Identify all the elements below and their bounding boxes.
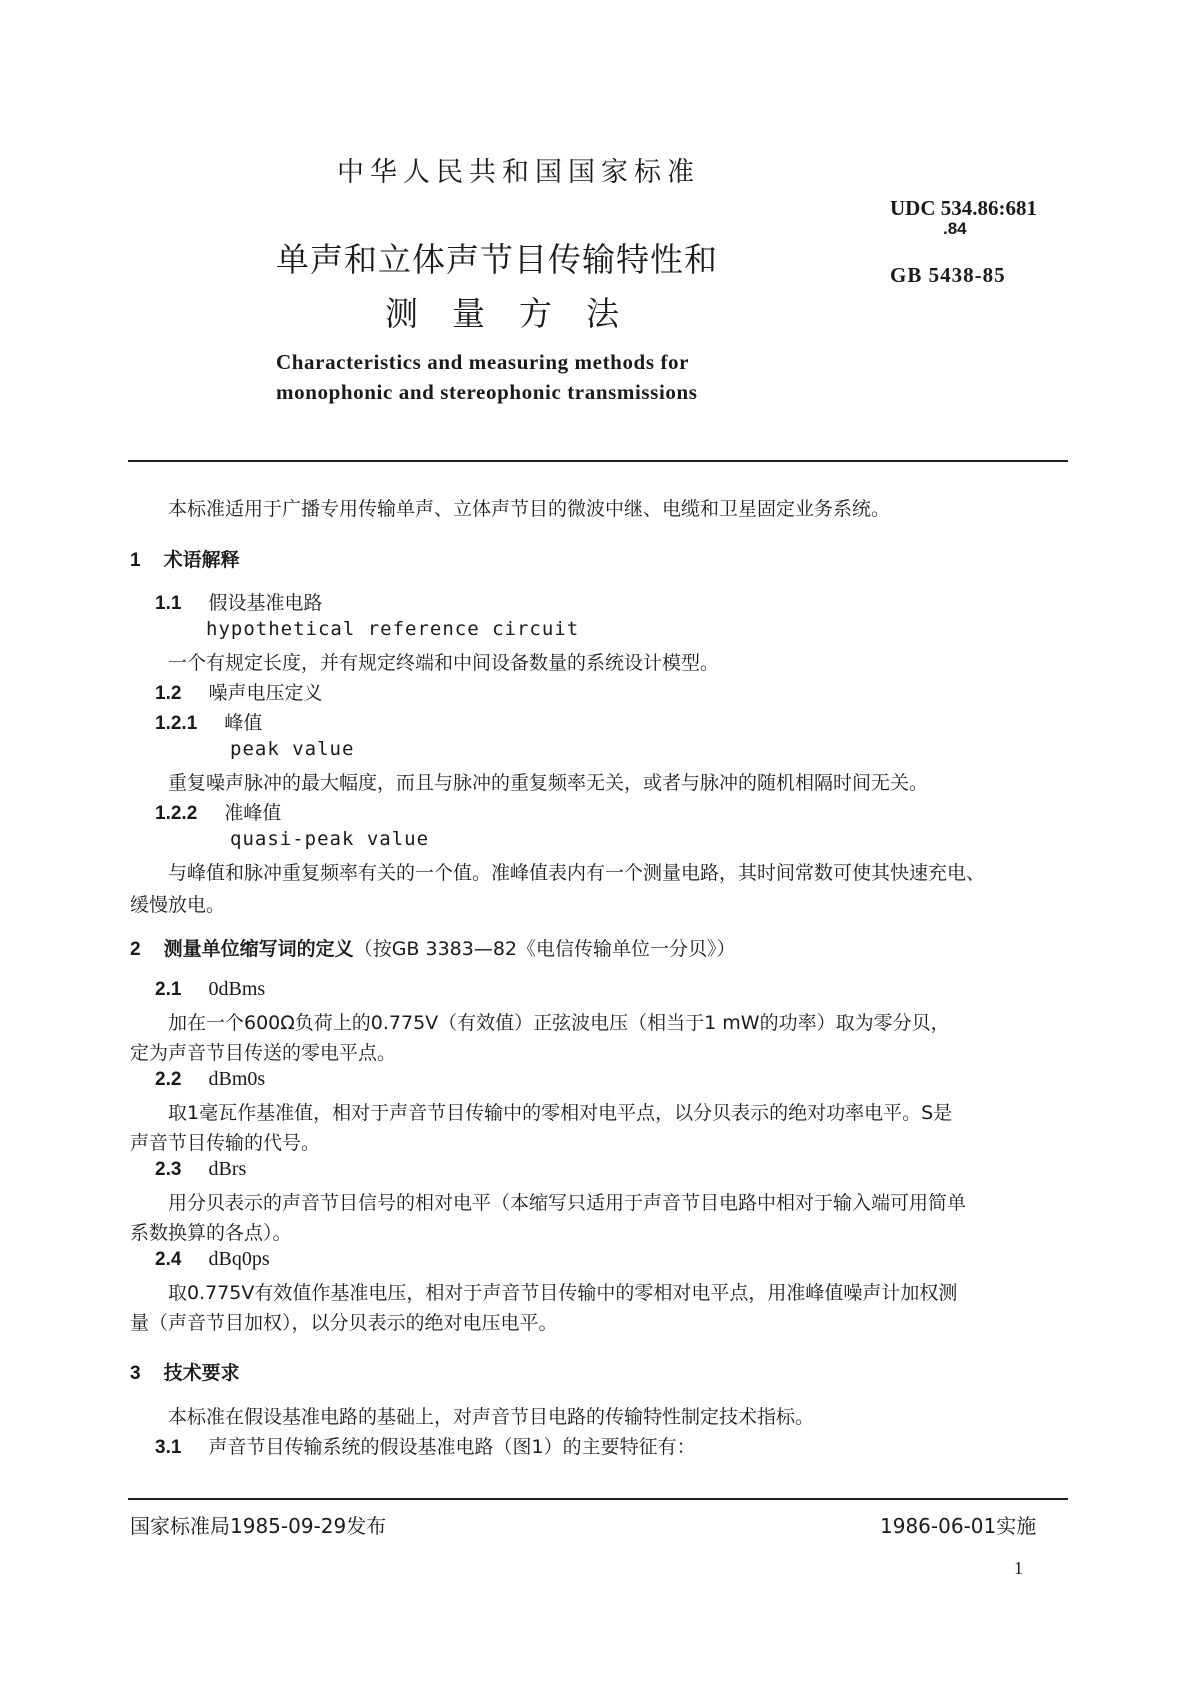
header-divider — [128, 460, 1068, 462]
section-number: 3 — [130, 1363, 141, 1384]
clause-number: 1.2 — [155, 683, 182, 704]
clause-1-2-1-english: peak value — [230, 738, 355, 760]
clause-1-1 — [155, 588, 323, 615]
clause-1-1-definition: 一个有规定长度，并有规定终端和中间设备数量的系统设计模型。 — [168, 652, 720, 674]
clause-2-1-definition-line2: 定为声音节目传送的零电平点。 — [130, 1042, 397, 1064]
clause-number: 2.3 — [155, 1159, 182, 1180]
section-title: 术语解释 — [163, 549, 240, 571]
effective-date: 1986-06-01实施 — [880, 1514, 1037, 1538]
clause-2-4-definition-line1: 取0.775V有效值作基准电压，相对于声音节目传输中的零相对电平点，用准峰值噪声计加权测 — [168, 1282, 958, 1304]
clause-term: 噪声电压定义 — [208, 682, 323, 704]
section-title: 技术要求 — [163, 1362, 240, 1384]
clause-1-2 — [155, 678, 323, 705]
clause-1-2-1 — [155, 708, 262, 735]
clause-number: 1.2.2 — [155, 803, 198, 824]
section-3-heading — [130, 1358, 240, 1385]
clause-1-2-2-definition-line1: 与峰值和脉冲重复频率有关的一个值。准峰值表内有一个测量电路，其时间常数可使其快速充电、 — [168, 862, 986, 884]
clause-1-2-2-english: quasi-peak value — [230, 828, 430, 850]
clause-number: 3.1 — [155, 1437, 182, 1458]
section-title: 测量单位缩写词的定义 — [163, 938, 354, 960]
clause-2-3-definition-line2: 系数换算的各点）。 — [130, 1222, 292, 1244]
page-number: 1 — [1014, 1558, 1023, 1578]
title-en-line2: monophonic and stereophonic transmissions — [276, 380, 698, 404]
clause-term: 准峰值 — [224, 802, 282, 824]
clause-2-1-definition-line1: 加在一个600Ω负荷上的0.775V（有效值）正弦波电压（相当于1 mW的功率）取为零分贝， — [168, 1012, 950, 1034]
clause-1-1-english: hypothetical reference circuit — [206, 618, 580, 640]
national-standard-heading: 中华人民共和国国家标准 — [337, 157, 700, 188]
section-1-heading — [130, 545, 240, 572]
clause-term: dBrs — [208, 1158, 247, 1180]
clause-number: 2.1 — [155, 979, 182, 1000]
section-title-note: （按GB 3383—82《电信传输单位一分贝》） — [353, 938, 736, 960]
udc-code-continued: .84 — [943, 219, 967, 238]
gb-standard-number: GB 5438-85 — [890, 263, 1006, 287]
title-en-line1: Characteristics and measuring methods for — [276, 350, 690, 374]
title-zh-line2: 测量方法 — [385, 294, 653, 333]
clause-2-3 — [155, 1158, 246, 1181]
clause-number: 2.2 — [155, 1069, 182, 1090]
clause-1-2-1-definition: 重复噪声脉冲的最大幅度，而且与脉冲的重复频率无关，或者与脉冲的随机相隔时间无关。 — [168, 772, 929, 794]
title-zh-line1: 单声和立体声节目传输特性和 — [276, 240, 718, 279]
clause-term: 0dBms — [208, 978, 266, 1000]
clause-2-2-definition-line1: 取1毫瓦作基准值，相对于声音节目传输中的零相对电平点，以分贝表示的绝对功率电平。S是 — [168, 1102, 953, 1124]
clause-2-2-definition-line2: 声音节目传输的代号。 — [130, 1132, 321, 1154]
clause-term: dBq0ps — [208, 1248, 270, 1270]
clause-2-2 — [155, 1068, 265, 1091]
clause-2-1 — [155, 978, 265, 1001]
clause-number: 1.1 — [155, 593, 182, 614]
clause-term: dBm0s — [208, 1068, 266, 1090]
clause-1-2-2-definition-line2: 缓慢放电。 — [130, 894, 226, 916]
clause-number: 2.4 — [155, 1249, 182, 1270]
section-3-intro: 本标准在假设基准电路的基础上，对声音节目电路的传输特性制定技术指标。 — [168, 1406, 815, 1428]
footer-divider — [128, 1498, 1068, 1500]
udc-code: UDC 534.86:681 — [890, 196, 1037, 220]
issued-date: 国家标准局1985-09-29发布 — [130, 1514, 387, 1538]
clause-number: 1.2.1 — [155, 713, 198, 734]
section-2-heading — [130, 934, 736, 961]
scope-paragraph: 本标准适用于广播专用传输单声、立体声节目的微波中继、电缆和卫星固定业务系统。 — [168, 498, 891, 520]
clause-term: 假设基准电路 — [208, 592, 323, 614]
clause-2-4-definition-line2: 量（声音节目加权），以分贝表示的绝对电压电平。 — [130, 1312, 558, 1334]
clause-1-2-2 — [155, 798, 281, 825]
clause-2-3-definition-line1: 用分贝表示的声音节目信号的相对电平（本缩写只适用于声音节目电路中相对于输入端可用简单 — [168, 1192, 967, 1214]
section-number: 1 — [130, 550, 141, 571]
clause-text: 声音节目传输系统的假设基准电路（图1）的主要特征有： — [208, 1436, 696, 1458]
section-number: 2 — [130, 939, 141, 960]
clause-2-4 — [155, 1248, 270, 1271]
clause-term: 峰值 — [224, 712, 263, 734]
clause-3-1 — [155, 1432, 696, 1459]
